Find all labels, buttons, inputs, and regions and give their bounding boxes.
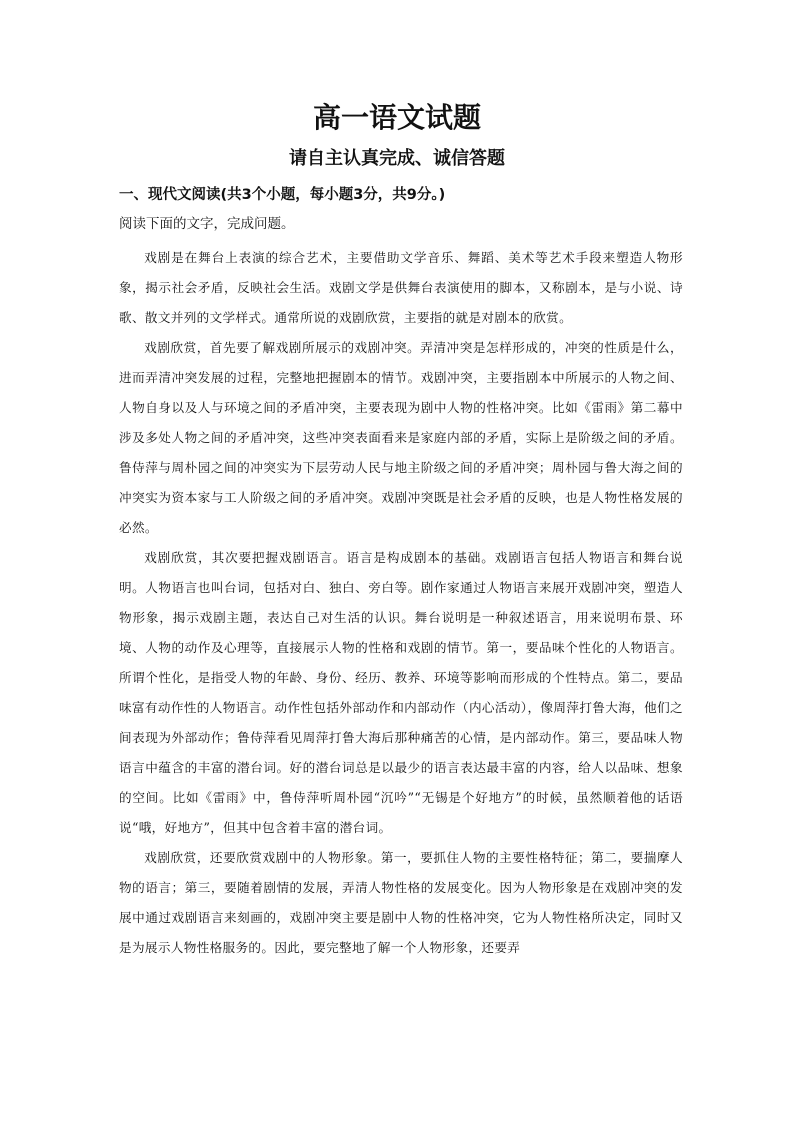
exam-subtitle: 请自主认真完成、诚信答题 [289,148,505,169]
passage-paragraph-1: 戏剧是在舞台上表演的综合艺术，主要借助文学音乐、舞蹈、美术等艺术手段来塑造人物形象，揭示社会矛盾，反映社会生活。戏剧文学是供舞台表演使用的脚本，又称剧本，是与小说、诗歌、散文并列的文学样式。通常所说的戏剧欣赏，主要指的就是对剧本的欣赏。 [119,250,683,325]
passage-paragraph-4: 戏剧欣赏，还要欣赏戏剧中的人物形象。第一，要抓住人物的主要性格特征；第二，要揣摩人物的语言；第三，要随着剧情的发展，弄清人物性格的发展变化。因为人物形象是在戏剧冲突的发展中通过戏剧语言来刻画的，戏剧冲突主要是剧中人物的性格冲突，它为人物性格所决定，同时又是为展示人物性格服务的。因此，要完整地了解一个人物形象，还要弄 [119,850,683,955]
reading-passage [119,243,683,963]
section-heading: 一、现代文阅读(共3个小题，每小题3分，共9分。) [119,187,446,203]
passage-paragraph-3: 戏剧欣赏，其次要把握戏剧语言。语言是构成剧本的基础。戏剧语言包括人物语言和舞台说明。人物语言也叫台词，包括对白、独白、旁白等。剧作家通过人物语言来展开戏剧冲突，塑造人物形象，揭示戏剧主题，表达自己对生活的认识。舞台说明是一种叙述语言，用来说明布景、环境、人物的动作及心理等，直接展示人物的性格和戏剧的情节。第一，要品味个性化的人物语言。所谓个性化，是指受人物的年龄、身份、经历、教养、环境等影响而形成的个性特点。第二，要品味富有动作性的人物语言。动作性包括外部动作和内部动作（内心活动），像周萍打鲁大海，他们之间表现为外部动作；鲁侍萍看见周萍打鲁大海后那种痛苦的心情，是内部动作。第三，要品味人物语言中蕴含的丰富的潜台词。好的潜台词总是以最少的语言表达最丰富的内容，给人以品味、想象的空间。比如《雷雨》中，鲁侍萍听周朴园“沉吟”“无锡是个好地方”的时候，虽然顺着他的话语说“哦，好地方”，但其中包含着丰富的潜台词。 [119,550,683,835]
exam-title: 高一语文试题 [312,101,481,134]
reading-instruction: 阅读下面的文字，完成问题。 [119,216,295,232]
passage-paragraph-2: 戏剧欣赏，首先要了解戏剧所展示的戏剧冲突。弄清冲突是怎样形成的，冲突的性质是什么，进而弄清冲突发展的过程，完整地把握剧本的情节。戏剧冲突，主要指剧本中所展示的人物之间、人物自身以及人与环境之间的矛盾冲突，主要表现为剧中人物的性格冲突。比如《雷雨》第二幕中涉及多处人物之间的矛盾冲突，这些冲突表面看来是家庭内部的矛盾，实际上是阶级之间的矛盾。鲁侍萍与周朴园之间的冲突实为下层劳动人民与地主阶级之间的矛盾冲突；周朴园与鲁大海之间的冲突实为资本家与工人阶级之间的矛盾冲突。戏剧冲突既是社会矛盾的反映，也是人物性格发展的必然。 [119,340,683,535]
